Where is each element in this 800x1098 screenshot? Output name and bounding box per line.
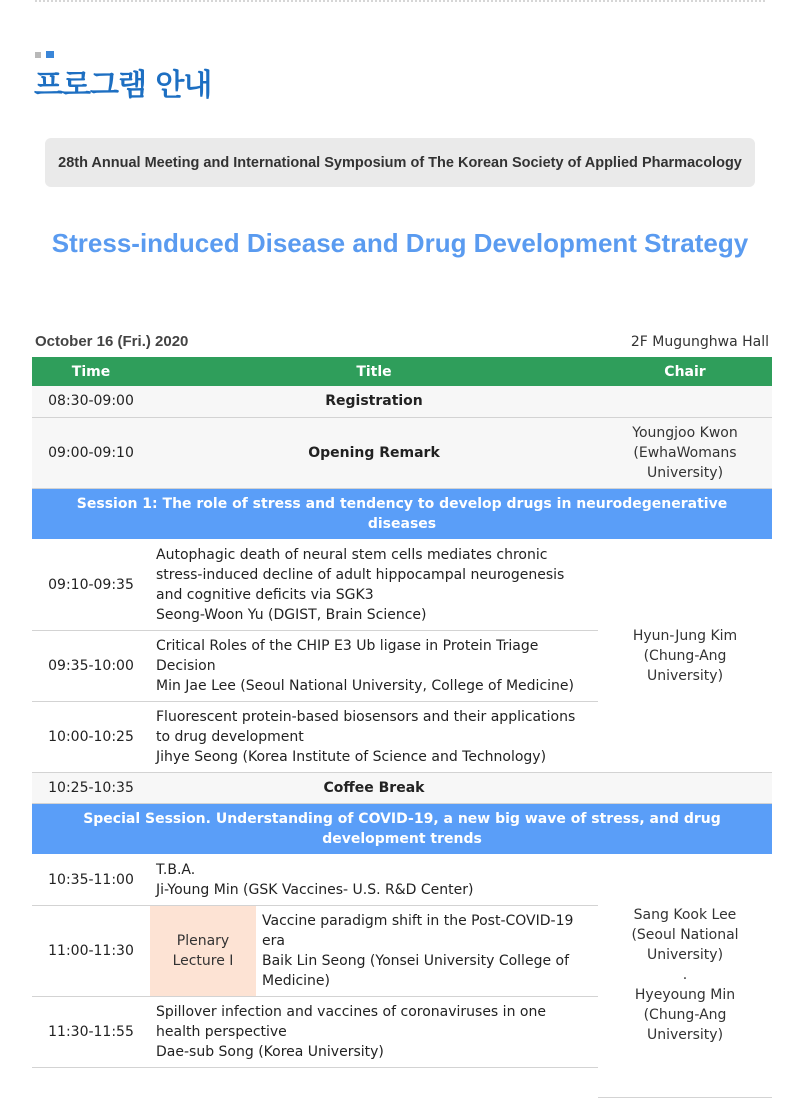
row-time <box>32 1067 150 1097</box>
talk-cell <box>256 905 598 996</box>
table-row <box>32 386 772 417</box>
header-time: Time <box>32 357 150 386</box>
header-title: Title <box>150 357 598 386</box>
row-time: 09:35-10:00 <box>32 630 150 701</box>
top-divider <box>35 0 765 4</box>
talk-cell <box>150 539 598 630</box>
talk-title: Critical Roles of the CHIP E3 Ub ligase in Protein Triage Decision <box>156 637 539 674</box>
row-time: 10:25-10:35 <box>32 772 150 803</box>
talk-title: Fluorescent protein-based biosensors and their applications to drug development <box>156 708 576 745</box>
talk-speaker: Ji-Young Min (GSK Vaccines- U.S. R&D Center) <box>156 881 474 898</box>
special-chair-2: Hyeyoung Min (Chung-Ang University) <box>634 986 736 1043</box>
event-date: October 16 (Fri.) 2020 <box>35 333 189 350</box>
row-title: Opening Remark <box>150 417 598 488</box>
row-title: Coffee Break <box>150 772 598 803</box>
row-time: 11:00-11:30 <box>32 905 150 996</box>
talk-speaker: Seong-Woon Yu (DGIST, Brain Science) <box>156 606 427 623</box>
row-time: 09:00-09:10 <box>32 417 150 488</box>
row-title <box>150 1067 598 1097</box>
heading-decoration-gray <box>35 52 41 58</box>
table-row <box>32 772 772 803</box>
row-chair: Youngjoo Kwon (EwhaWomans University) <box>598 417 772 488</box>
session-header <box>32 488 772 539</box>
row-time: 10:35-11:00 <box>32 854 150 905</box>
talk-cell <box>150 854 598 905</box>
talk-cell <box>150 630 598 701</box>
event-banner <box>45 138 755 187</box>
session-1-chair: Hyun-Jung Kim (Chung-Ang University) <box>598 539 772 772</box>
special-session-title: Special Session. Understanding of COVID-19, a new big wave of stress, and drug development trends <box>32 803 772 854</box>
row-time: 10:00-10:25 <box>32 701 150 772</box>
talk-title: T.B.A. <box>156 861 196 878</box>
talk-speaker: Min Jae Lee (Seoul National University, College of Medicine) <box>156 677 574 694</box>
row-title: Registration <box>150 386 598 417</box>
talk-cell <box>150 996 598 1067</box>
program-table <box>32 357 772 1098</box>
row-time: 11:30-11:55 <box>32 996 150 1067</box>
event-banner-text: 28th Annual Meeting and International Symposium of The Korean Society of Applied Pharmacology <box>58 154 742 171</box>
plenary-lecture-label: Plenary Lecture I <box>150 905 256 996</box>
talk-speaker: Jihye Seong (Korea Institute of Science and Technology) <box>156 748 547 765</box>
talk-title: Autophagic death of neural stem cells mediates chronic stress-induced decline of adult hippocampal neurogenesis and cognitive deficits via SGK3 <box>156 546 565 603</box>
session-header <box>32 803 772 854</box>
special-session-chairs <box>598 854 772 1097</box>
symposium-theme: Stress-induced Disease and Drug Development Strategy <box>51 228 749 258</box>
event-hall: 2F Mugunghwa Hall <box>630 334 769 350</box>
table-row <box>32 539 772 630</box>
table-row <box>32 854 772 905</box>
table-row <box>32 417 772 488</box>
header-chair: Chair <box>598 357 772 386</box>
talk-speaker: Dae-sub Song (Korea University) <box>156 1043 384 1060</box>
row-chair <box>598 386 772 417</box>
special-chair-1: Sang Kook Lee (Seoul National University) <box>631 906 739 963</box>
heading-decoration-blue <box>46 51 54 58</box>
chair-separator: . <box>682 966 688 983</box>
talk-speaker: Baik Lin Seong (Yonsei University College of Medicine) <box>262 952 570 989</box>
page-heading: 프로그램 안내 <box>34 68 212 103</box>
talk-title: Vaccine paradigm shift in the Post-COVID-19 era <box>262 912 574 949</box>
talk-title: Spillover infection and vaccines of coronaviruses in one health perspective <box>156 1003 546 1040</box>
row-time: 08:30-09:00 <box>32 386 150 417</box>
row-time: 09:10-09:35 <box>32 539 150 630</box>
table-header-row <box>32 357 772 386</box>
row-chair <box>598 772 772 803</box>
session-1-title: Session 1: The role of stress and tendency to develop drugs in neurodegenerative diseases <box>32 488 772 539</box>
talk-cell <box>150 701 598 772</box>
